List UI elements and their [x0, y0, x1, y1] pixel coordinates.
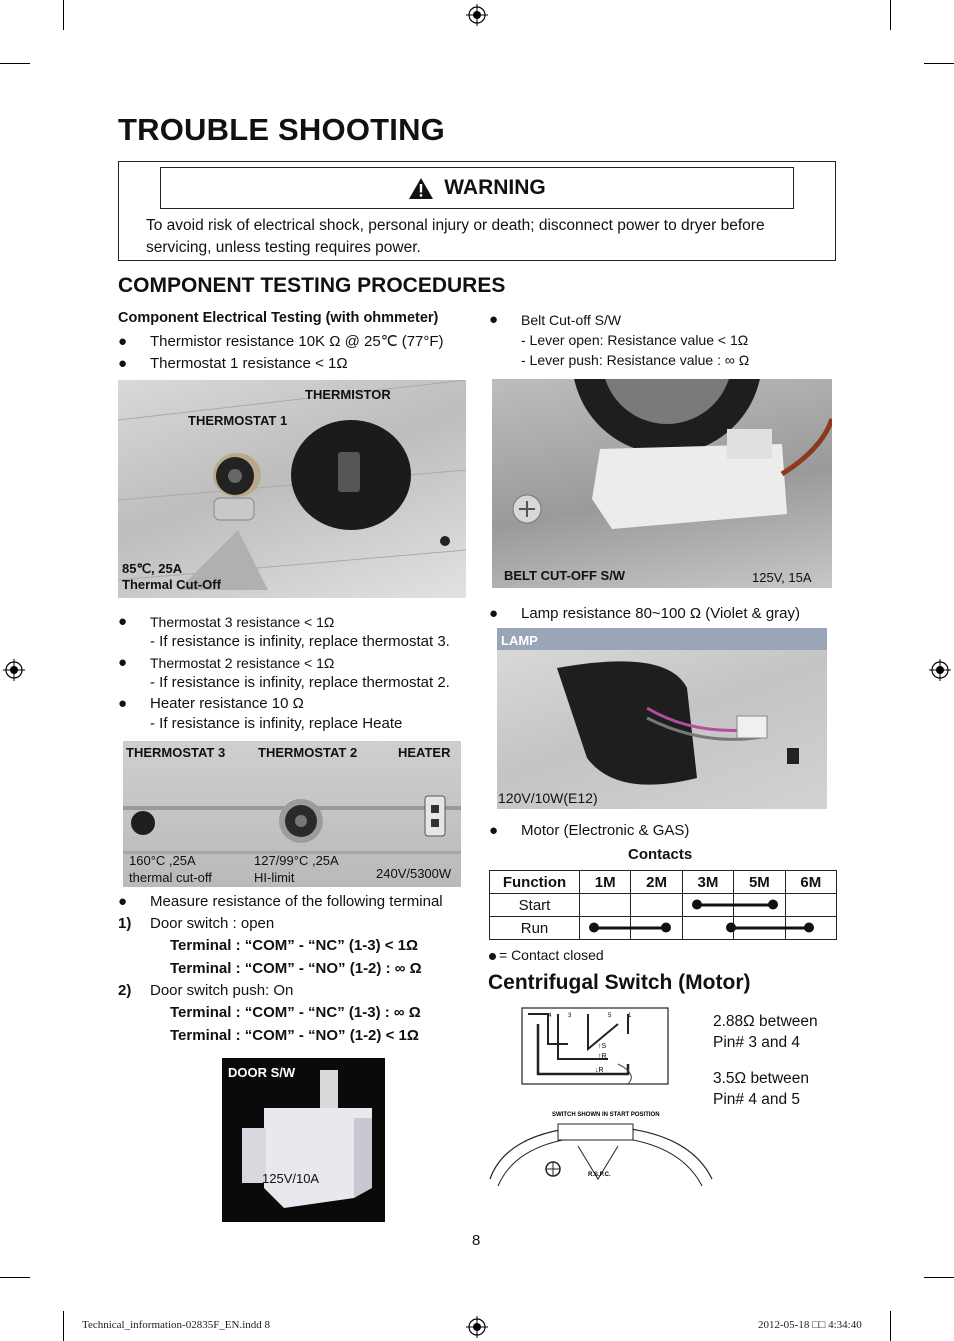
warning-heading: WARNING [444, 176, 546, 199]
table-cell [580, 917, 631, 940]
contacts-title: Contacts [628, 846, 693, 863]
resistance-pins: Pin# 4 and 5 [713, 1091, 801, 1108]
step-text: Door switch : open [150, 915, 275, 932]
rating-label: thermal cut-off [129, 870, 212, 885]
svg-text:4: 4 [548, 1013, 552, 1019]
footer-timestamp: 2012-05-18 □□ 4:34:40 [758, 1319, 862, 1331]
table-row [490, 917, 837, 940]
bullet-icon: ● [489, 822, 499, 839]
crop-mark [924, 1277, 954, 1278]
rating-label: Thermal Cut-Off [122, 577, 221, 592]
table-cell [785, 894, 836, 917]
list-item [118, 612, 450, 652]
contact-closed-bar [697, 904, 773, 907]
crop-mark [924, 63, 954, 64]
crop-mark [63, 1311, 64, 1341]
bullet-text: Thermistor resistance 10K Ω @ 25℃ (77°F) [150, 333, 444, 350]
legend-text: = Contact closed [499, 947, 604, 963]
list-item [118, 892, 443, 912]
crop-mark [890, 0, 891, 30]
terminal-line: Terminal : “COM” - “NO” (1-2) : ∞ Ω [170, 960, 422, 977]
bullet-text: Lamp resistance 80~100 Ω (Violet & gray) [521, 605, 801, 622]
centrifugal-switch-diagram [488, 1004, 716, 1196]
lamp-label: LAMP [501, 633, 538, 648]
bullet-icon: ● [118, 613, 128, 630]
bullet-subtext: - If resistance is infinity, replace thermostat 3. [150, 633, 450, 650]
contact-closed-bar [731, 927, 809, 930]
table-row [490, 894, 837, 917]
thermostat1-label: THERMOSTAT 1 [188, 413, 288, 428]
lamp-photo [497, 628, 827, 809]
list-item [489, 310, 750, 370]
table-row-label: Run [490, 917, 580, 940]
belt-cutoff-illustration [492, 379, 832, 588]
svg-text:↑R: ↑R [598, 1053, 607, 1060]
step-number: 1) [118, 915, 132, 932]
bullet-text: Thermostat 3 resistance < 1Ω [150, 614, 335, 630]
bullet-subtext: - If resistance is infinity, replace thermostat 2. [150, 674, 450, 691]
bullet-subtext: - Lever open: Resistance value < 1Ω [521, 332, 749, 348]
rating-label: 120V/10W(E12) [498, 790, 598, 806]
bullet-text: Measure resistance of the following terminal [150, 893, 443, 910]
page-number: 8 [472, 1232, 481, 1249]
list-item [118, 694, 403, 734]
diagram-rspc: R.S.P.C. [588, 1172, 611, 1178]
contact-closed-bar [594, 927, 666, 930]
bullet-subtext: - Lever push: Resistance value : ∞ Ω [521, 352, 750, 368]
table-header-cell: 5M [734, 871, 785, 894]
svg-text:↓R: ↓R [595, 1067, 604, 1074]
warning-box [118, 161, 836, 261]
bullet-icon: ● [118, 893, 128, 910]
thermostat-heater-photo [123, 741, 461, 887]
warning-triangle-icon [408, 177, 434, 200]
step-text: Door switch push: On [150, 982, 294, 999]
table-cell [580, 894, 631, 917]
resistance-pins: Pin# 3 and 4 [713, 1034, 801, 1051]
svg-text:↑S: ↑S [598, 1043, 607, 1050]
bullet-icon: ● [489, 311, 499, 328]
door-switch-photo [222, 1058, 385, 1222]
crop-mark [0, 63, 30, 64]
rating-label: HI-limit [254, 870, 295, 885]
bullet-text: Thermostat 1 resistance < 1Ω [150, 355, 348, 372]
resistance-value: 3.5Ω between [713, 1070, 810, 1087]
resistance-note [713, 1011, 818, 1053]
list-item [118, 354, 348, 374]
warning-header [160, 167, 794, 209]
thermistor-label: THERMISTOR [305, 387, 391, 402]
contact-legend [489, 947, 604, 963]
registration-mark-icon [3, 659, 25, 681]
footer-file-info: Technical_information-02835F_EN.indd 8 [82, 1319, 271, 1331]
bullet-icon: ● [489, 605, 499, 622]
svg-text:5: 5 [608, 1013, 612, 1019]
crop-mark [890, 1311, 891, 1341]
bullet-text: Heater resistance 10 Ω [150, 695, 304, 712]
rating-label: 125V/10A [262, 1171, 320, 1186]
heater-label: HEATER [398, 745, 451, 760]
centrifugal-title: Centrifugal Switch (Motor) [488, 971, 751, 994]
registration-mark-icon [929, 659, 951, 681]
bullet-icon: ● [118, 695, 128, 712]
bullet-text: Motor (Electronic & GAS) [521, 822, 690, 839]
registration-mark-icon [466, 4, 488, 26]
registration-mark-icon [466, 1316, 488, 1338]
bullet-icon: ● [118, 355, 128, 372]
bullet-icon: ● [118, 654, 128, 671]
table-row-label: Start [490, 894, 580, 917]
bullet-text: Thermostat 2 resistance < 1Ω [150, 655, 335, 671]
terminal-line: Terminal : “COM” - “NO” (1-2) < 1Ω [170, 1027, 419, 1044]
table-cell [631, 894, 682, 917]
svg-text:1: 1 [628, 1013, 632, 1019]
svg-text:3: 3 [568, 1013, 572, 1019]
rating-label: 160°C ,25A [129, 853, 196, 868]
rating-label: 85℃, 25A [122, 561, 183, 576]
rating-label: 240V/5300W [376, 866, 452, 881]
terminal-line: Terminal : “COM” - “NC” (1-3) : ∞ Ω [170, 1004, 421, 1021]
table-cell [682, 894, 733, 917]
crop-mark [63, 0, 64, 30]
motor-contacts-table [489, 870, 837, 940]
bullet-subtext: - If resistance is infinity, replace Heate [150, 715, 403, 732]
table-header-cell: 3M [682, 871, 733, 894]
table-header-cell: Function [490, 871, 580, 894]
warning-text: To avoid risk of electrical shock, personal injury or death; disconnect power to dryer before servicing, unless testing requires power. [146, 217, 765, 256]
crop-mark [0, 1277, 30, 1278]
thermistor-photo [118, 380, 466, 598]
rating-label: 125V, 15A [752, 570, 812, 585]
table-header-cell: 6M [785, 871, 836, 894]
step-number: 2) [118, 982, 132, 999]
subheading: Component Electrical Testing (with ohmmeter) [118, 310, 439, 326]
list-item [489, 821, 690, 841]
resistance-value: 2.88Ω between [713, 1013, 818, 1030]
diagram-caption: SWITCH SHOWN IN START POSITION [552, 1112, 660, 1118]
legend-dot-icon [489, 953, 496, 960]
resistance-note [713, 1068, 809, 1110]
thermostat3-label: THERMOSTAT 3 [126, 745, 226, 760]
list-item [118, 653, 450, 693]
bullet-text: Belt Cut-off S/W [521, 312, 622, 328]
list-item [489, 604, 801, 624]
table-cell [734, 917, 785, 940]
section-title: COMPONENT TESTING PROCEDURES [118, 274, 506, 297]
table-header-cell: 1M [580, 871, 631, 894]
lamp-illustration [497, 628, 827, 809]
table-header-row [490, 871, 837, 894]
rating-label: 127/99°C ,25A [254, 853, 339, 868]
door-switch-label: DOOR S/W [228, 1065, 296, 1080]
belt-cutoff-photo [492, 379, 832, 588]
bullet-icon: ● [118, 333, 128, 350]
thermostat2-label: THERMOSTAT 2 [258, 745, 358, 760]
door-switch-illustration [222, 1058, 385, 1222]
table-header-cell: 2M [631, 871, 682, 894]
page-title: TROUBLE SHOOTING [118, 112, 445, 147]
terminal-line: Terminal : “COM” - “NC” (1-3) < 1Ω [170, 937, 419, 954]
list-item [118, 332, 444, 352]
belt-cutoff-label: BELT CUT-OFF S/W [504, 568, 626, 583]
